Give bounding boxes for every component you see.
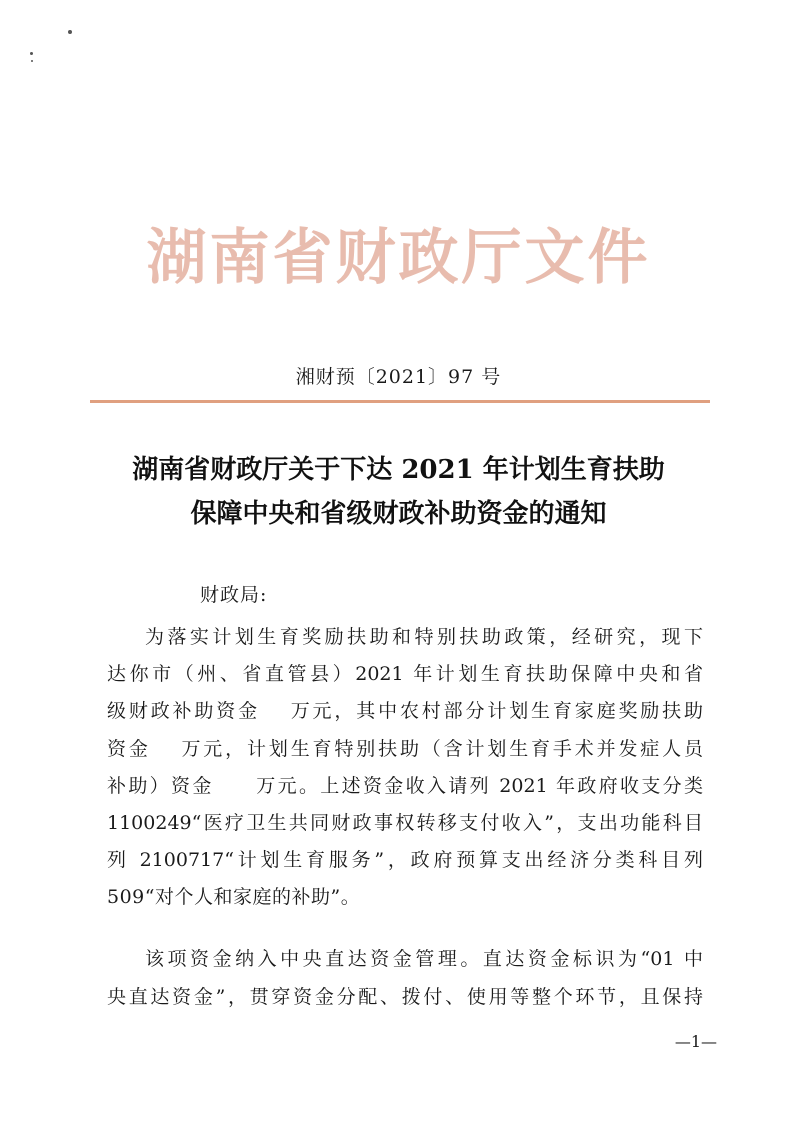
paragraph-line: 级财政补助资金 万元，其中农村部分计划生育家庭奖励扶助	[107, 700, 703, 723]
document-number: 湘财预〔2021〕97 号	[295, 366, 502, 388]
title-line: 保障中央和省级财政补助资金的通知	[190, 499, 607, 529]
agency-header: 湖南省财政厅文件	[146, 223, 651, 293]
paragraph-line: 1100249“医疗卫生共同财政事权转移支付收入”，支出功能科目	[107, 812, 703, 835]
paragraph-line: 为落实计划生育奖励扶助和特别扶助政策，经研究，现下	[145, 626, 703, 648]
paragraph-line: 资金 万元，计划生育特别扶助（含计划生育手术并发症人员	[107, 737, 703, 760]
paragraph-line: 该项资金纳入中央直达资金管理。直达资金标识为“01 中	[145, 948, 703, 970]
paragraph-line: 补助）资金 万元。上述资金收入请列 2021 年政府收支分类	[107, 774, 703, 797]
paragraph-line: 达你市（州、省直管县）2021 年计划生育扶助保障中央和省	[107, 663, 703, 686]
page-number: —1—	[674, 1032, 717, 1051]
paragraph-line: 509“对个人和家庭的补助”。	[107, 886, 361, 909]
paragraph-line: 列 2100717“计划生育服务”，政府预算支出经济分类科目列	[107, 849, 703, 872]
document-title	[80, 448, 717, 536]
paragraph-1	[107, 619, 703, 917]
scan-speck	[31, 60, 33, 62]
recipient: 财政局:	[200, 584, 268, 606]
scan-speck	[68, 30, 72, 34]
scan-speck	[30, 52, 33, 55]
paragraph-2	[107, 941, 703, 1016]
title-line: 湖南省财政厅关于下达 2021 年计划生育扶助	[132, 455, 665, 485]
header-divider	[90, 400, 710, 403]
paragraph-line: 央直达资金”，贯穿资金分配、拨付、使用等整个环节，且保持	[107, 985, 703, 1008]
